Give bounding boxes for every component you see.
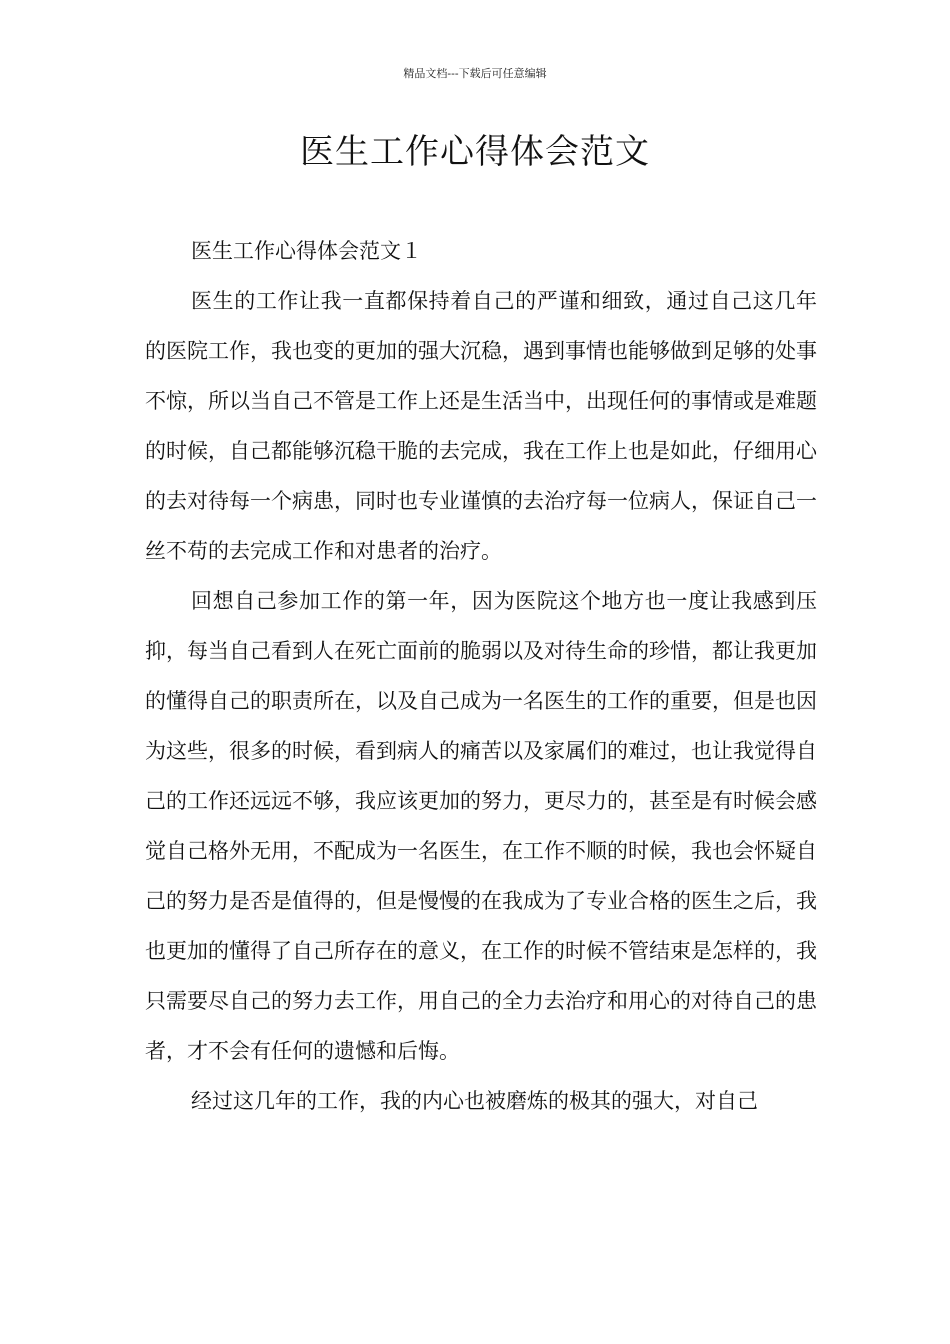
document-title: 医生工作心得体会范文 (300, 132, 650, 172)
paragraph: 医生的工作让我一直都保持着自己的严谨和细致，通过自己这几年的医院工作，我也变的更加的强大沉稳，遇到事情也能够做到足够的处事不惊，所以当自己不管是工作上还是生活当中，出现任何的事情或是难题的时候，自己都能够沉稳干脆的去完成，我在工作上也是如此，仔细用心的去对待每一个病患，同时也专业谨慎的去治疗每一位病人，保证自己一丝不苟的去完成工作和对患者的治疗。 (145, 289, 817, 563)
header-note: 精品文档---下载后可任意编辑 (403, 67, 547, 80)
paragraph: 回想自己参加工作的第一年，因为医院这个地方也一度让我感到压抑，每当自己看到人在死亡面前的脆弱以及对待生命的珍惜，都让我更加的懂得自己的职责所在，以及自己成为一名医生的工作的重要，但是也因为这些，很多的时候，看到病人的痛苦以及家属们的难过，也让我觉得自己的工作还远远不够，我应该更加的努力，更尽力的，甚至是有时候会感觉自己格外无用，不配成为一名医生，在工作不顺的时候，我也会怀疑自己的努力是否是值得的，但是慢慢的在我成为了专业合格的医生之后，我也更加的懂得了自己所存在的意义，在工作的时候不管结束是怎样的，我只需要尽自己的努力去工作，用自己的全力去治疗和用心的对待自己的患者，才不会有任何的遗憾和后悔。 (145, 589, 817, 1063)
section-heading: 医生工作心得体会范文１ (191, 239, 422, 263)
document-body (145, 226, 817, 1126)
paragraph: 经过这几年的工作，我的内心也被磨炼的极其的强大，对自己 (191, 1089, 758, 1113)
